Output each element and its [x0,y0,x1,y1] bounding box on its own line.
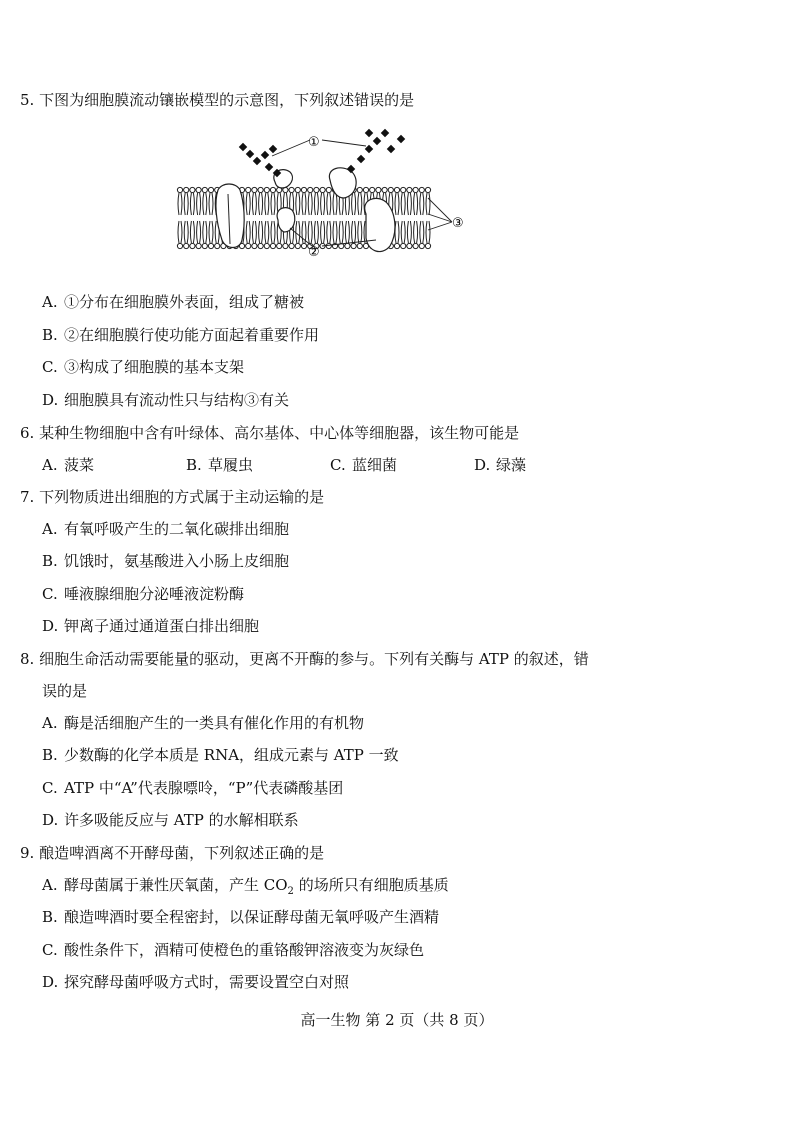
lipid-tail-lower [414,221,418,243]
lipid-tail-upper [321,193,325,215]
lipid-tail-upper [178,193,182,215]
lipid-head-upper [326,187,331,192]
lipid-tail-upper [327,193,331,215]
lipid-head-upper [258,187,263,192]
lipid-tail-upper [426,193,430,215]
lipid-tail-lower [271,221,275,243]
label-2: ② [308,245,320,260]
question-9-stem: 9. 酿造啤酒离不开酵母菌，下列叙述正确的是 [20,844,325,862]
lipid-head-upper [394,187,399,192]
q7-option-d: D. 钾离子通过通道蛋白排出细胞 [42,617,260,635]
lipid-head-lower [419,243,424,248]
lipid-head-upper [388,187,393,192]
lipid-tail-upper [209,193,213,215]
lipid-tail-lower [190,221,194,243]
lipid-tail-upper [246,193,250,215]
lipid-head-lower [407,243,412,248]
lipid-tail-lower [246,221,250,243]
lipid-tail-lower [339,221,343,243]
lipid-tail-upper [271,193,275,215]
lipid-head-upper [425,187,430,192]
q6-option-b: B. 草履虫 [186,456,254,474]
lipid-tail-lower [420,221,424,243]
lipid-tail-upper [197,193,201,215]
lipid-head-lower [394,243,399,248]
question-8-stem-line-2: 误的是 [42,682,88,700]
lipid-head-upper [184,187,189,192]
q9-option-a: A. 酵母菌属于兼性厌氧菌，产生 $CO_2$ 的场所只有细胞质基质 [42,876,449,897]
lipid-head-upper [320,187,325,192]
q7-option-c: C. 唾液腺细胞分泌唾液淀粉酶 [42,585,245,603]
lipid-head-upper [246,187,251,192]
lipid-head-upper [370,187,375,192]
lipid-tail-upper [308,193,312,215]
sugar-chains [239,129,405,177]
lipid-tail-upper [265,193,269,215]
lipid-tail-lower [321,221,325,243]
lipid-tail-lower [352,221,356,243]
lipid-tail-upper [420,193,424,215]
lipid-tail-lower [178,221,182,243]
lipid-tail-lower [308,221,312,243]
lipid-head-upper [270,187,275,192]
lipid-tail-upper [352,193,356,215]
lipid-head-lower [190,243,195,248]
q9-option-c: C. 酸性条件下，酒精可使橙色的重铬酸钾溶液变为灰绿色 [42,941,425,959]
lipid-tail-lower [327,221,331,243]
q5-option-d: D. 细胞膜具有流动性只与结构③有关 [42,391,290,409]
lipid-head-lower [196,243,201,248]
lipid-tail-upper [190,193,194,215]
lipid-tail-upper [414,193,418,215]
lipid-tail-upper [302,193,306,215]
lipid-tail-lower [184,221,188,243]
lipid-tail-upper [259,193,263,215]
lipid-tail-upper [358,193,362,215]
lipid-tail-lower [426,221,430,243]
lipid-head-lower [425,243,430,248]
lipid-tail-upper [401,193,405,215]
lipid-tail-lower [252,221,256,243]
lipid-head-upper [252,187,257,192]
label-1: ① [308,135,320,150]
q8-option-b: B. 少数酶的化学本质是 RNA，组成元素与 ATP 一致 [42,746,399,764]
lipid-tail-lower [203,221,207,243]
lipid-tail-upper [252,193,256,215]
lipid-head-lower [289,243,294,248]
q6-option-d: D. 绿藻 [474,456,527,474]
label-3: ③ [452,216,464,231]
embedded-protein-inner [277,208,295,232]
lipid-head-lower [264,243,269,248]
lipid-tail-upper [407,193,411,215]
q8-option-a: A. 酶是活细胞产生的一类具有催化作用的有机物 [42,714,365,732]
lipid-head-upper [301,187,306,192]
lipid-head-lower [270,243,275,248]
lipid-tail-lower [407,221,411,243]
q9-option-b: B. 酿造啤酒时要全程密封，以保证酵母菌无氧呼吸产生酒精 [42,908,440,926]
lipid-head-upper [314,187,319,192]
question-6-stem: 6. 某种生物细胞中含有叶绿体、高尔基体、中心体等细胞器，该生物可能是 [20,424,520,442]
lipid-tail-lower [395,221,399,243]
lipid-tail-lower [345,221,349,243]
page-footer: 高一生物 第 2 页（共 8 页） [300,1011,494,1029]
lipid-tail-lower [296,221,300,243]
lipid-head-lower [301,243,306,248]
lipid-head-lower [277,243,282,248]
lipid-head-lower [345,243,350,248]
lipid-tail-lower [209,221,213,243]
cell-membrane-diagram [170,122,470,262]
lipid-head-lower [357,243,362,248]
question-7-stem: 7. 下列物质进出细胞的方式属于主动运输的是 [20,488,325,506]
lipid-tail-lower [259,221,263,243]
q7-option-a: A. 有氧呼吸产生的二氧化碳排出细胞 [42,520,290,538]
lipid-head-lower [208,243,213,248]
question-5-stem: 5. 下图为细胞膜流动镶嵌模型的示意图，下列叙述错误的是 [20,91,415,109]
lipid-tail-upper [184,193,188,215]
q5-option-c: C. ③构成了细胞膜的基本支架 [42,358,245,376]
lipid-head-upper [196,187,201,192]
lipid-tail-upper [296,193,300,215]
q5-option-a: A. ①分布在细胞膜外表面，组成了糖被 [42,293,305,311]
lipid-head-upper [382,187,387,192]
lipid-tail-upper [333,193,337,215]
q6-option-c: C. 蓝细菌 [330,456,398,474]
lipid-head-upper [357,187,362,192]
lipid-head-upper [202,187,207,192]
lipid-head-upper [308,187,313,192]
lipid-head-lower [401,243,406,248]
lipid-tail-upper [314,193,318,215]
lipid-head-upper [208,187,213,192]
q5-option-b: B. ②在细胞膜行使功能方面起着重要作用 [42,326,320,344]
lipid-head-upper [413,187,418,192]
lipid-tail-lower [197,221,201,243]
lipid-head-lower [202,243,207,248]
lipid-head-lower [326,243,331,248]
lipid-tail-lower [314,221,318,243]
lipid-tail-lower [358,221,362,243]
lipid-head-lower [252,243,257,248]
question-8-stem-line-1: 8. 细胞生命活动需要能量的驱动，更离不开酶的参与。下列有关酶与 ATP 的叙述，错 [20,650,589,668]
lipid-head-lower [283,243,288,248]
lipid-head-lower [215,243,220,248]
lipid-head-upper [401,187,406,192]
q7-option-b: B. 饥饿时，氨基酸进入小肠上皮细胞 [42,552,290,570]
glycoprotein-body [329,168,356,198]
q9-option-d: D. 探究酵母菌呼吸方式时，需要设置空白对照 [42,973,350,991]
lipid-head-lower [177,243,182,248]
lipid-head-lower [351,243,356,248]
lipid-tail-lower [265,221,269,243]
lipid-tail-lower [333,221,337,243]
lipid-tail-upper [395,193,399,215]
lipid-head-lower [258,243,263,248]
large-transmembrane-protein [365,198,395,251]
lipid-head-upper [363,187,368,192]
lipid-head-lower [413,243,418,248]
lipid-head-upper [295,187,300,192]
lipid-head-upper [289,187,294,192]
lipid-head-upper [177,187,182,192]
lipid-head-upper [419,187,424,192]
q6-option-a: A. 菠菜 [42,456,95,474]
lipid-head-upper [190,187,195,192]
lipid-head-lower [246,243,251,248]
lipid-head-lower [184,243,189,248]
lipid-head-upper [407,187,412,192]
lipid-head-upper [376,187,381,192]
lipid-tail-lower [401,221,405,243]
lipid-tail-upper [203,193,207,215]
q8-option-d: D. 许多吸能反应与 ATP 的水解相联系 [42,811,299,829]
q8-option-c: C. ATP 中“A”代表腺嘌呤，“P”代表磷酸基团 [42,779,344,797]
lipid-head-upper [264,187,269,192]
lipid-head-lower [295,243,300,248]
